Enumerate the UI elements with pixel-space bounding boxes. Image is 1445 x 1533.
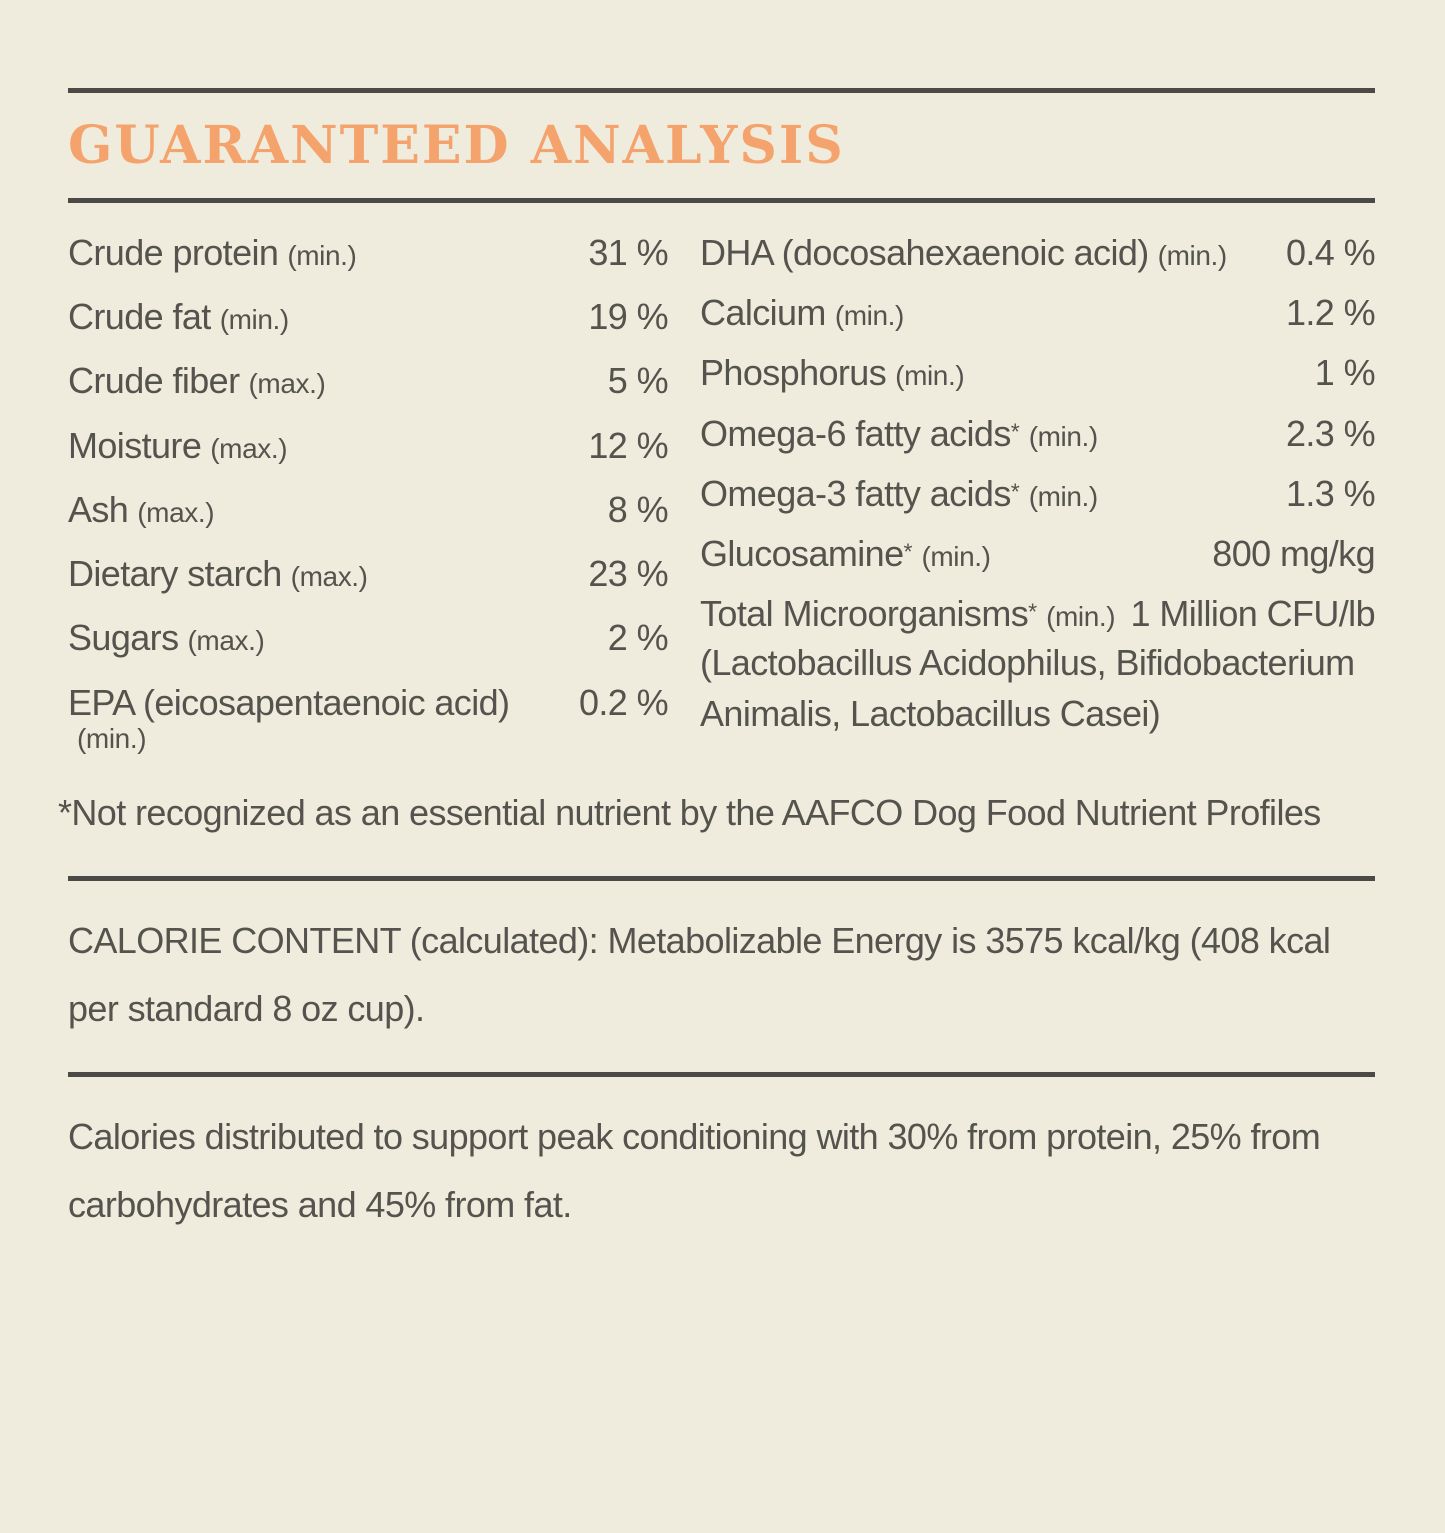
nutrient-qualifier: (min.) <box>834 299 904 331</box>
nutrient-row <box>68 297 668 337</box>
nutrient-row <box>68 554 668 594</box>
nutrient-qualifier: (min.) <box>1028 480 1098 512</box>
nutrient-qualifier: (min.) <box>921 541 991 573</box>
nutrient-qualifier: (min.) <box>1157 239 1227 271</box>
nutrient-name: Crude fiber <box>68 360 240 402</box>
nutrient-value: 12 % <box>588 424 668 466</box>
nutrient-value: 5 % <box>607 360 668 402</box>
nutrient-name: DHA (docosahexaenoic acid) <box>700 231 1149 273</box>
nutrient-row <box>700 594 1375 634</box>
nutrient-label <box>68 233 356 273</box>
nutrient-row <box>68 426 668 466</box>
nutrient-label <box>68 297 289 337</box>
nutrient-qualifier: (max.) <box>210 432 288 464</box>
divider <box>68 198 1375 203</box>
nutrient-name: Calcium <box>700 291 826 333</box>
nutrient-value: 1 Million CFU/lb <box>1130 593 1375 635</box>
nutrient-row <box>700 293 1375 333</box>
page-title: GUARANTEED ANALYSIS <box>68 115 845 176</box>
nutrient-row <box>68 361 668 401</box>
nutrient-qualifier: (min.) <box>287 239 357 271</box>
nutrient-label <box>700 594 1115 634</box>
label-panel <box>0 88 1445 1239</box>
calorie-content-text: CALORIE CONTENT (calculated): Metabolizable Energy is 3575 kcal/kg (408 kcal per standard 8 oz cup). <box>68 919 1331 1030</box>
guaranteed-analysis-table <box>68 233 1375 779</box>
footnote-marker: * <box>1010 478 1020 505</box>
nutrient-qualifier: (min.) <box>895 360 965 392</box>
nutrient-value: 1.3 % <box>1285 472 1375 514</box>
nutrient-name: Crude fat <box>68 295 211 337</box>
nutrient-label <box>68 554 368 594</box>
nutrient-row <box>700 534 1375 574</box>
nutrient-name: Phosphorus <box>700 352 887 394</box>
nutrient-value: 2.3 % <box>1285 412 1375 454</box>
nutrient-qualifier: (min.) <box>219 303 289 335</box>
nutrient-label <box>700 414 1098 454</box>
nutrient-value: 19 % <box>588 295 668 337</box>
nutrient-value: 800 mg/kg <box>1212 533 1375 575</box>
nutrient-name: Omega-6 fatty acids <box>700 412 1011 454</box>
nutrient-label <box>68 618 264 658</box>
nutrient-label <box>68 683 569 755</box>
nutrient-row <box>700 353 1375 393</box>
nutrient-row-group <box>700 594 1375 739</box>
footnote-marker: * <box>903 538 913 565</box>
nutrient-qualifier: (max.) <box>137 496 215 528</box>
nutrient-label <box>68 426 287 466</box>
nutrient-label <box>700 534 991 574</box>
nutrient-row <box>700 474 1375 514</box>
nutrient-value: 1.2 % <box>1285 291 1375 333</box>
nutrient-label <box>700 474 1098 514</box>
nutrient-label <box>700 353 964 393</box>
nutrient-label <box>68 361 325 401</box>
nutrient-name: Total Microorganisms <box>700 593 1029 635</box>
nutrient-label <box>68 490 214 530</box>
nutrient-detail: (Lactobacillus Acidophilus, Bifidobacterium Animalis, Lactobacillus Casei) <box>700 641 1355 734</box>
nutrient-row <box>68 233 668 273</box>
calorie-distribution-text: Calories distributed to support peak conditioning with 30% from protein, 25% from carbohydrates and 45% from fat. <box>68 1115 1321 1226</box>
nutrient-column-left <box>68 233 668 779</box>
nutrient-name: Dietary starch <box>68 553 282 595</box>
nutrient-name: Omega-3 fatty acids <box>700 472 1011 514</box>
nutrient-name: Sugars <box>68 617 179 659</box>
divider <box>68 1072 1375 1077</box>
nutrient-value: 23 % <box>588 553 668 595</box>
nutrient-value: 31 % <box>588 231 668 273</box>
divider <box>68 88 1375 93</box>
nutrient-value: 0.4 % <box>1285 231 1375 273</box>
nutrient-qualifier: (max.) <box>187 625 265 657</box>
nutrient-value: 2 % <box>607 617 668 659</box>
nutrient-name: Crude protein <box>68 231 279 273</box>
nutrient-value: 8 % <box>607 488 668 530</box>
nutrient-qualifier: (max.) <box>248 368 326 400</box>
nutrient-qualifier: (min.) <box>1028 420 1098 452</box>
nutrient-qualifier: (min.) <box>77 723 147 755</box>
footnote-marker: * <box>1028 599 1038 626</box>
nutrient-column-right <box>700 233 1375 779</box>
nutrient-label <box>700 233 1227 273</box>
nutrient-name: Ash <box>68 488 129 530</box>
footnote-marker: * <box>1010 418 1020 445</box>
nutrient-value: 1 % <box>1314 352 1375 394</box>
nutrient-qualifier: (min.) <box>1046 601 1116 633</box>
nutrient-value: 0.2 % <box>578 681 668 723</box>
nutrient-name: EPA (eicosapentaenoic acid) <box>68 681 510 723</box>
aafco-footnote: *Not recognized as an essential nutrient by the AAFCO Dog Food Nutrient Profiles <box>58 792 1321 834</box>
nutrient-row <box>68 618 668 658</box>
nutrient-name: Moisture <box>68 424 202 466</box>
nutrient-label <box>700 293 904 333</box>
nutrient-name: Glucosamine <box>700 533 904 575</box>
nutrient-row <box>68 683 668 755</box>
divider <box>68 876 1375 881</box>
nutrient-row <box>68 490 668 530</box>
nutrient-qualifier: (max.) <box>290 561 368 593</box>
nutrient-row <box>700 233 1375 273</box>
nutrient-row <box>700 414 1375 454</box>
